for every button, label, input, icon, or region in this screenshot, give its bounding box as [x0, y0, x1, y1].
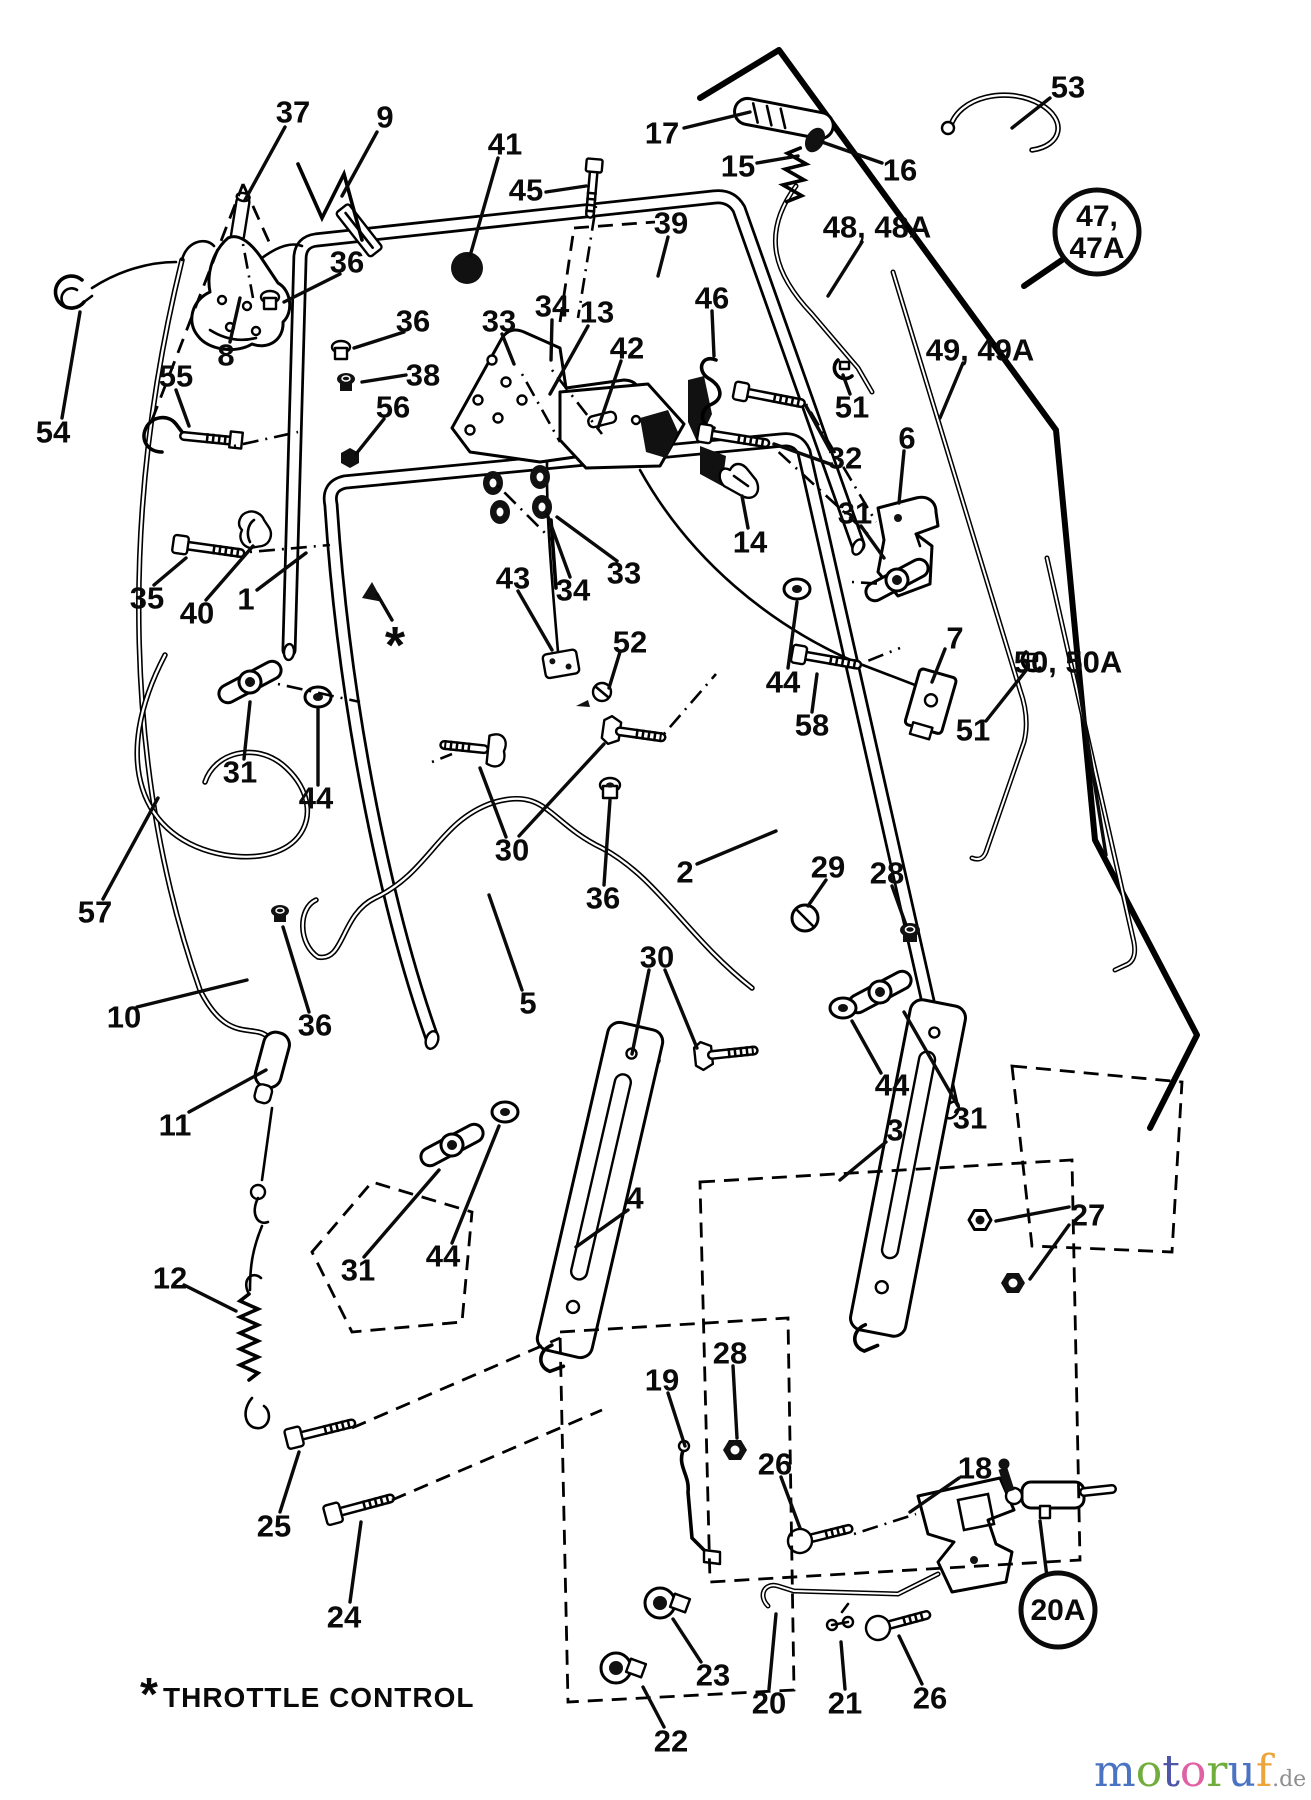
part-callout-14: 14: [732, 524, 768, 560]
part-callout-33: 33: [606, 555, 642, 591]
part-callout-41: 41: [487, 126, 523, 162]
part-callout-24: 24: [326, 1599, 362, 1635]
watermark-letter: m: [1094, 1746, 1136, 1797]
leader-line: [604, 800, 610, 885]
part-callout-1: 1: [237, 581, 255, 617]
bracket-8: [192, 237, 302, 350]
part-callout-30: 30: [639, 939, 675, 975]
part-callout-57: 57: [77, 894, 113, 930]
channel-bracket-3: [845, 998, 968, 1358]
leader-line: [673, 1619, 701, 1662]
leader-line: [841, 1642, 845, 1689]
part-callout-21: 21: [827, 1685, 863, 1721]
leader-line: [899, 1636, 922, 1684]
part-callout-38: 38: [405, 357, 441, 393]
watermark-letter: o: [1179, 1746, 1207, 1797]
part-callout-15: 15: [720, 148, 756, 184]
leader-line: [852, 1021, 881, 1073]
clamp-14: [720, 464, 758, 498]
thumb-screw-30-b: [601, 715, 663, 751]
washer-44-d: [830, 998, 856, 1018]
part-callout-30: 30: [494, 832, 530, 868]
leader-line: [62, 312, 80, 418]
leader-line: [712, 311, 714, 356]
part-callout-4848A: 48, 48A: [822, 209, 932, 245]
part-callout-58: 58: [794, 707, 830, 743]
part-callout-42: 42: [609, 330, 645, 366]
clip-21: [827, 1604, 853, 1630]
nut-28-b: [723, 1440, 747, 1460]
circled-callout-text-47-47A: 47, 47A: [1069, 200, 1125, 265]
part-callout-51: 51: [955, 712, 991, 748]
watermark-letter: u: [1227, 1746, 1256, 1797]
bolt-35: [172, 535, 242, 562]
part-callout-6: 6: [898, 420, 916, 456]
part-callout-13: 13: [579, 294, 615, 330]
part-callout-43: 43: [495, 560, 531, 596]
leader-line: [470, 158, 498, 256]
handle-tube-lower: [283, 440, 964, 1121]
part-callout-53: 53: [1050, 69, 1086, 105]
washer-44-a: [305, 687, 331, 707]
part-callout-22: 22: [653, 1723, 689, 1759]
part-callout-10: 10: [106, 999, 142, 1035]
part-callout-36: 36: [585, 880, 621, 916]
part-callout-36: 36: [297, 1007, 333, 1043]
nut-28-a: [900, 923, 920, 942]
leader-line: [1030, 1225, 1069, 1279]
part-callout-28: 28: [712, 1335, 748, 1371]
part-callout-18: 18: [957, 1450, 993, 1486]
part-callout-20: 20: [751, 1685, 787, 1721]
part-callout-26: 26: [757, 1446, 793, 1482]
part-callout-52: 52: [612, 624, 648, 660]
leader-line: [733, 1366, 737, 1438]
part-callout-44: 44: [765, 664, 801, 700]
footnote: [140, 1668, 475, 1720]
cable-end-link: [250, 1108, 272, 1290]
bracket-7: [902, 668, 957, 742]
part-callout-16: 16: [882, 152, 918, 188]
leader-line: [697, 831, 776, 864]
part-callout-45: 45: [508, 172, 544, 208]
part-callout-11: 11: [158, 1107, 192, 1143]
part-callout-37: 37: [275, 94, 311, 130]
leader-line: [769, 1614, 776, 1689]
washer-44-b: [784, 579, 810, 599]
part-callout-31: 31: [837, 495, 873, 531]
wing-knob-31-a: [215, 656, 285, 707]
fitting-20A: [998, 1459, 1112, 1519]
leader-line: [489, 895, 522, 990]
part-callout-44: 44: [874, 1067, 910, 1103]
part-callout-25: 25: [256, 1508, 292, 1544]
part-callout-9: 9: [376, 99, 394, 135]
leader-line: [828, 242, 862, 296]
leader-line: [342, 132, 377, 196]
ferrule-11: [248, 1030, 292, 1106]
bolt-25: [284, 1414, 354, 1450]
clip-40: [239, 511, 271, 548]
leader-line: [137, 980, 247, 1007]
part-callout-35: 35: [129, 580, 165, 616]
part-callout-56: 56: [375, 389, 411, 425]
leader-line: [362, 375, 406, 382]
nuts-27: [969, 1211, 1025, 1294]
leader-line: [245, 127, 285, 200]
bushing-36-b: [332, 341, 350, 359]
part-callout-7: 7: [946, 620, 964, 656]
part-callout-8: 8: [217, 337, 235, 373]
spring-12: [240, 1275, 269, 1428]
watermark-suffix: .de: [1272, 1767, 1307, 1792]
part-callout-4: 4: [626, 1180, 644, 1216]
part-callout-23: 23: [695, 1657, 731, 1693]
part-callout-4949A: 49, 49A: [925, 332, 1035, 368]
bolt-24: [323, 1489, 393, 1526]
part-callout-44: 44: [425, 1238, 461, 1274]
part-callout-33: 33: [481, 303, 517, 339]
washer-44-c: [492, 1102, 518, 1122]
nut-36-d: [600, 778, 620, 798]
leader-line: [280, 1452, 299, 1512]
part-callout-32: 32: [827, 440, 863, 476]
leader-line: [350, 1522, 361, 1602]
leader-line: [518, 591, 552, 650]
part-callout-46: 46: [694, 280, 730, 316]
part-callout-31: 31: [222, 754, 258, 790]
part-callout-51: 51: [834, 389, 870, 425]
part-callout-19: 19: [644, 1362, 680, 1398]
bolt-26-b: [863, 1603, 929, 1642]
watermark-letter: o: [1135, 1746, 1163, 1797]
thumb-screw-30-d: [694, 1037, 756, 1071]
leader-line: [176, 390, 189, 426]
leader-line: [557, 517, 617, 561]
part-callout-39: 39: [653, 205, 689, 241]
bolt-32-a: [732, 381, 802, 412]
leader-line: [658, 237, 668, 276]
part-callout-34: 34: [534, 288, 570, 324]
motoruf-watermark: [1094, 1746, 1306, 1797]
part-callout-5050A: 50, 50A: [1013, 644, 1123, 680]
footnote-text: THROTTLE CONTROL: [163, 1682, 475, 1713]
spacer-23: [645, 1588, 690, 1618]
bolt-26-a: [785, 1517, 851, 1555]
part-callout-34: 34: [555, 572, 591, 608]
leader-line: [996, 1207, 1069, 1221]
part-callout-3: 3: [886, 1112, 904, 1148]
leader-line: [757, 156, 798, 163]
watermark-letter: t: [1162, 1746, 1180, 1797]
screw-29: [792, 905, 818, 931]
footnote-asterisk: *: [140, 1668, 158, 1720]
part-callout-28: 28: [869, 855, 905, 891]
leader-line: [643, 1687, 664, 1727]
leader-line: [899, 451, 904, 503]
part-callout-2: 2: [676, 854, 694, 890]
part-callout-40: 40: [179, 595, 215, 631]
watermark-letter: f: [1255, 1746, 1273, 1797]
leader-line: [184, 1285, 236, 1311]
link-rod-19: [679, 1441, 720, 1564]
part-callout-36: 36: [395, 303, 431, 339]
part-callout-31: 31: [952, 1100, 988, 1136]
leader-line: [742, 496, 748, 528]
circled-callout-text-20A: 20A: [1030, 1594, 1086, 1627]
part-callout-: *: [384, 617, 406, 675]
cable-clamp-43: [542, 649, 580, 679]
watermark-letter: r: [1206, 1746, 1228, 1797]
rod-20: [763, 1574, 938, 1606]
nut-36-c: [271, 905, 289, 922]
bushing-38: [337, 373, 355, 391]
leader-line: [103, 798, 158, 899]
bushing-36-a: [261, 291, 279, 309]
leader-line: [189, 1070, 266, 1112]
part-callout-44: 44: [298, 780, 334, 816]
part-callout-26: 26: [912, 1680, 948, 1716]
leader-line: [546, 186, 586, 192]
handle-grommet-41: [451, 252, 483, 284]
part-callout-5: 5: [519, 985, 537, 1021]
part-callout-27: 27: [1070, 1197, 1106, 1233]
leader-line: [551, 320, 552, 360]
clamp-54: [55, 262, 176, 308]
part-callout-12: 12: [152, 1260, 188, 1296]
leader-line: [665, 970, 697, 1048]
wing-knob-31-c: [417, 1119, 487, 1170]
leader-line: [940, 363, 963, 418]
j-bolt-55: [144, 418, 243, 452]
part-callout-54: 54: [35, 414, 71, 450]
spacer-22: [601, 1653, 646, 1683]
leader-line: [668, 1393, 685, 1446]
part-callout-17: 17: [644, 115, 680, 151]
part-callout-36: 36: [329, 244, 365, 280]
part-callout-55: 55: [158, 358, 194, 394]
wing-screw-30-a: [443, 729, 507, 767]
part-callout-31: 31: [340, 1252, 376, 1288]
part-callout-29: 29: [810, 849, 846, 885]
leader-line: [812, 674, 817, 712]
pin-37: [230, 192, 251, 243]
leader-line: [1040, 1521, 1047, 1577]
screw-52: [576, 683, 611, 707]
